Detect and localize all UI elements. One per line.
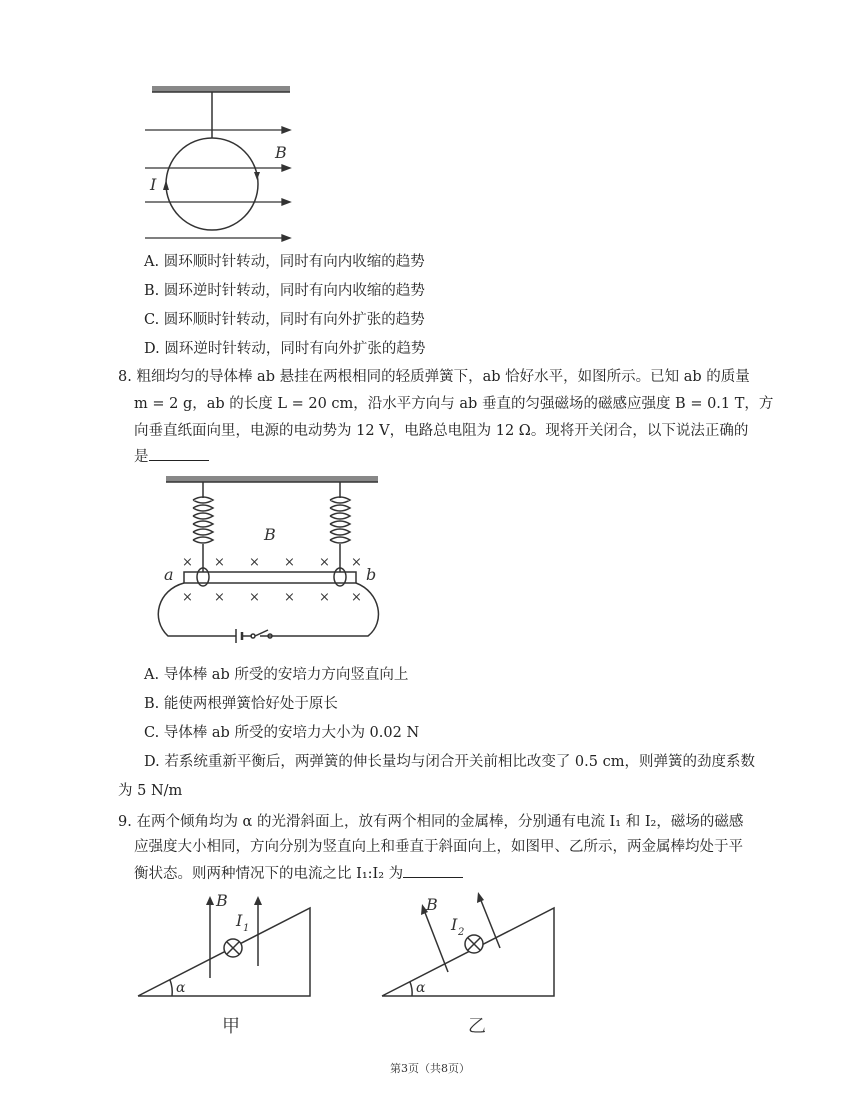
field-label-B: B [264, 525, 276, 544]
field-cross: × [319, 590, 330, 605]
field-cross: × [182, 555, 193, 570]
current-label-I: I [150, 175, 157, 194]
yi-field-B: B [426, 895, 438, 914]
q8-option-d: D. 若系统重新平衡后，两弹簧的伸长量均与闭合开关前相比改变了 0.5 cm，则弹簧的劲度系数 [144, 754, 755, 770]
q8-option-c: C. 导体棒 ab 所受的安培力大小为 0.02 N [144, 725, 420, 741]
q8-option-b: B. 能使两根弹簧恰好处于原长 [144, 696, 338, 712]
field-cross: × [284, 590, 295, 605]
q9-answer-line [134, 863, 463, 884]
q8-answer-blank [149, 446, 209, 461]
q9-line-1: 9. 在两个倾角均为 α 的光滑斜面上，放有两个相同的金属棒，分别通有电流 I₁ 和 I₂，磁场的磁感 [118, 814, 744, 830]
end-label-a: a [164, 565, 174, 584]
jia-current-I: I [236, 911, 243, 930]
jia-field-B: B [216, 891, 228, 910]
q9-line-3: 衡状态。则两种情况下的电流之比 I₁:I₂ 为 [134, 866, 404, 882]
q7-option-a: A. 圆环顺时针转动，同时有向内收缩的趋势 [144, 254, 425, 270]
incline-figure-yi [378, 888, 578, 1048]
rod-springs-figure [148, 474, 388, 654]
field-cross: × [351, 590, 362, 605]
field-cross: × [249, 590, 260, 605]
ring-field-figure [140, 84, 300, 244]
field-cross: × [284, 555, 295, 570]
q8-line-1: 8. 粗细均匀的导体棒 ab 悬挂在两根相同的轻质弹簧下，ab 恰好水平，如图所示。已知 ab 的质量 [118, 369, 750, 385]
yi-alpha: α [416, 980, 426, 996]
q7-option-d: D. 圆环逆时针转动，同时有向外扩张的趋势 [144, 341, 426, 357]
q7-option-c: C. 圆环顺时针转动，同时有向外扩张的趋势 [144, 312, 425, 328]
field-cross: × [214, 555, 225, 570]
jia-current-sub: 1 [243, 923, 250, 934]
field-label-B: B [275, 143, 287, 162]
q8-line-2: m = 2 g，ab 的长度 L = 20 cm，沿水平方向与 ab 垂直的匀强磁场的磁感应强度 B = 0.1 T，方 [134, 396, 774, 412]
field-cross: × [214, 590, 225, 605]
q8-option-a: A. 导体棒 ab 所受的安培力方向竖直向上 [144, 667, 409, 683]
q8-option-d-cont: 为 5 N/m [118, 783, 183, 799]
field-cross: × [182, 590, 193, 605]
q8-answer-line [134, 446, 209, 467]
yi-caption: 乙 [468, 1016, 486, 1037]
q7-option-b: B. 圆环逆时针转动，同时有向内收缩的趋势 [144, 283, 425, 299]
end-label-b: b [366, 565, 377, 584]
incline-figure-jia [134, 888, 344, 1048]
field-cross: × [319, 555, 330, 570]
q8-line-3: 向垂直纸面向里，电源的电动势为 12 V，电路总电阻为 12 Ω。现将开关闭合，以下说法正确的 [134, 423, 749, 439]
field-cross: × [351, 555, 362, 570]
jia-caption: 甲 [222, 1016, 240, 1037]
jia-alpha: α [176, 980, 186, 996]
yi-current-I: I [451, 915, 458, 934]
yi-current-sub: 2 [458, 927, 465, 938]
page-footer: 第3页（共8页） [390, 1062, 470, 1075]
q8-line-4: 是 [134, 449, 149, 465]
q9-line-2: 应强度大小相同，方向分别为竖直向上和垂直于斜面向上，如图甲、乙所示，两金属棒均处于平 [134, 839, 743, 855]
q9-answer-blank [403, 863, 463, 878]
field-cross: × [249, 555, 260, 570]
